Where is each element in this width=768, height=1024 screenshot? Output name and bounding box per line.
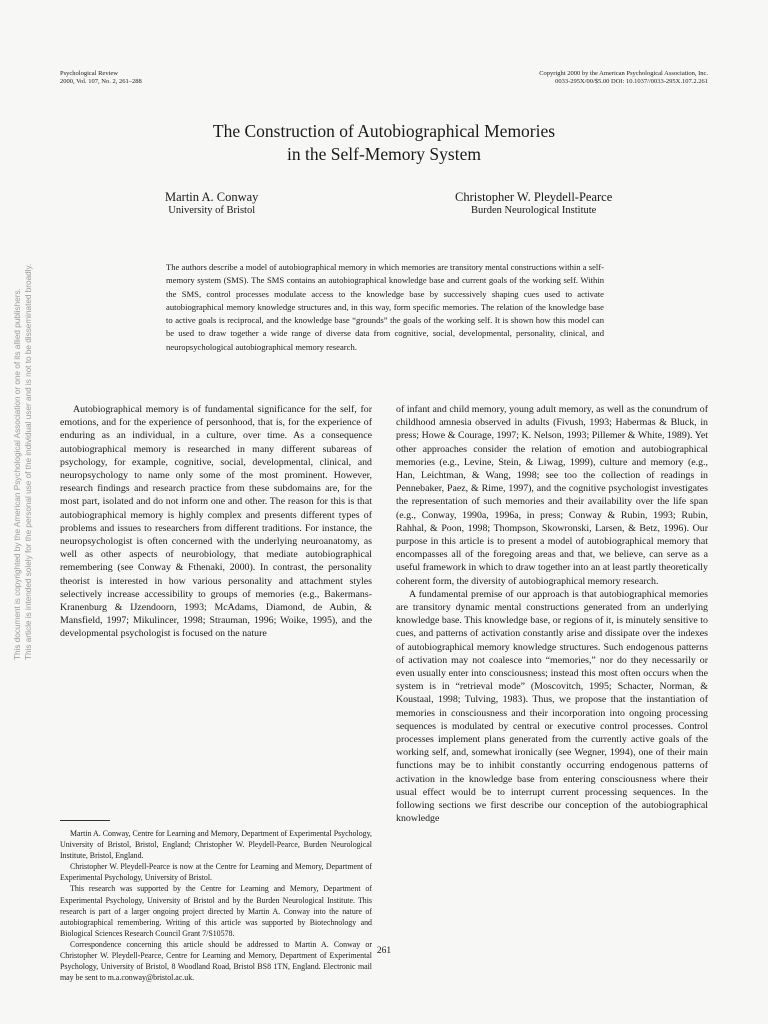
paragraph: Autobiographical memory is of fundamental significance for the self, for emotions, and for the experience of personhood, that is, for the experience of enduring as an individual, in a culture, over time. As a consequence autobiographical memory is researched in many different subareas of psychology, for example, cognitive, social, developmental, clinical, and neuropsychology to name only some of the most prominent. However, research findings and research practice from these subdomains are, for the most part, isolated and do not inform one and other. The reason for this is that autobiographical memory is highly complex and presents different types of problems and issues to researchers from different traditions. For instance, the neuropsychologist is often concerned with the underlying neuroanatomy, as well as other aspects of neurobiology, that mediate autobiographical remembering (see Conway & Fthenaki, 2000). In contrast, the personality theorist is interested in how various personality and attachment styles selectively increase accessibility to groups of memories (e.g., Bakermans-Kranenburg & IJzendoorn, 1993; McAdams, Diamond, de Aubin, & Mansfield, 1997; Mikulincer, 1998; Strauman, 1996; Woike, 1995), and the developmental psychologist is focused on the nature — [60, 404, 372, 640]
author-1-name: Martin A. Conway — [165, 190, 259, 204]
doi-line: 0033-295X/00/$5.00 DOI: 10.1037//0033-295X.107.2.261 — [555, 77, 708, 85]
author-2-name: Christopher W. Pleydell-Pearce — [455, 190, 613, 204]
watermark-line-1: This document is copyrighted by the American Psychological Association or one of its allied publishers. — [13, 288, 22, 660]
copyright-line: Copyright 2000 by the American Psychological Association, Inc. — [539, 70, 708, 77]
author-note — [60, 828, 372, 983]
body-column-left — [60, 403, 372, 641]
footnote-funding: This research was supported by the Centre for Learning and Memory, Department of Experimental Psychology, University of Bristol and by the Burden Neurological Institute. This research is part of a larger ongoing project directed by Martin A. Conway into the nature of autobiographical remembering. Writing of this article was supported by Biotechnology and Biological Sciences Research Council Grant 7/S10578. — [60, 884, 372, 938]
author-2-affiliation: Burden Neurological Institute — [470, 205, 597, 216]
copyright-notice — [539, 70, 708, 85]
footnote-current-address: Christopher W. Pleydell-Pearce is now at the Centre for Learning and Memory, Department of Experimental Psychology, University of Bristol. — [60, 862, 372, 883]
paragraph: of infant and child memory, young adult memory, as well as the conundrum of childhood amnesia observed in adults (Fivush, 1993; Habermas & Bluck, in press; Howe & Courage, 1997; K. Nelson, 1993; Pillemer & White, 1989). Yet other approaches consider the relation of emotion and autobiographical memories (e.g., Levine, Stein, & Liwag, 1999), culture and memory (e.g., Han, Leichtman, & Wang, 1998; see too the collection of readings in Pennebaker, Paez, & Rime, 1997), and the cognitive psychologist investigates the representation of such memories and their availability over the life span (e.g., Conway, 1990a, 1996a, in press; Conway & Rubin, 1993; Rubin, Rahhal, & Poon, 1998; Thompson, Skowronski, Larsen, & Betz, 1996). Our purpose in this article is to present a model of autobiographical memory that encompasses all of the foregoing areas and that, we believe, can serve as a useful framework in which to draw together into an at least partly theoretically coherent form, the diversity of autobiographical memory research. — [396, 404, 708, 587]
page-number: 261 — [376, 946, 392, 956]
author-1-affiliation: University of Bristol — [168, 205, 256, 216]
footnote-divider — [60, 820, 110, 821]
body-column-right — [396, 403, 708, 826]
title-line-1: The Construction of Autobiographical Memories — [212, 121, 556, 141]
watermark-line-2: This article is intended solely for the personal use of the individual user and is not to be disseminated broadly. — [24, 263, 33, 660]
title-line-2: in the Self-Memory System — [287, 144, 481, 164]
footnote-correspondence: Correspondence concerning this article should be addressed to Martin A. Conway or Christopher W. Pleydell-Pearce, Centre for Learning and Memory, Department of Experimental Psychology, University of Bristol, 8 Woodland Road, Bristol BS8 1TN, England. Electronic mail may be sent to m.a.conway@bristol.ac.uk. — [60, 939, 372, 983]
author-2 — [455, 191, 612, 217]
journal-name: Psychological Review — [60, 70, 118, 77]
journal-citation — [60, 70, 142, 85]
abstract: The authors describe a model of autobiographical memory in which memories are transitory mental constructions within a self-memory system (SMS). The SMS contains an autobiographical knowledge base and current goals of the working self. Within the SMS, control processes modulate access to the knowledge base by successively shaping cues used to activate autobiographical memory knowledge structures and, in this way, form specific memories. The relation of the knowledge base to active goals is reciprocal, and the knowledge base “grounds” the goals of the working self. It is shown how this model can be used to draw together a wide range of diverse data from cognitive, social, developmental, personality, clinical, and neuropsychological autobiographical memory research. — [166, 262, 604, 352]
author-1 — [165, 191, 258, 217]
article-title — [0, 120, 768, 166]
journal-volume: 2000, Vol. 107, No. 2, 261–288 — [60, 77, 142, 85]
footnote-affiliations: Martin A. Conway, Centre for Learning and Memory, Department of Experimental Psychology, University of Bristol, Bristol, England; Christopher W. Pleydell-Pearce, Burden Neurological Institute, Bristol, England. — [60, 829, 372, 861]
copyright-watermark — [12, 264, 34, 660]
paragraph: A fundamental premise of our approach is that autobiographical memories are transitory dynamic mental constructions generated from an underlying knowledge base. This knowledge base, or regions of it, is minutely sensitive to cues, and patterns of activation constantly arise and dissipate over the indexes of autobiographical memory knowledge structures. Such endogenous patterns of activation may not coalesce into “memories,” nor do they necessarily or even usually enter into consciousness; instead this most often occurs when the system is in “retrieval mode” (Moscovitch, 1995; Schacter, Norman, & Koustaal, 1998; Tulving, 1983). Thus, we propose that the instantiation of memories in consciousness and their incorporation into ongoing processing sequences is modulated by central or executive control processes. Control processes implement plans generated from the currently active goals of the working self, and, somewhat ironically (see Wegner, 1994), one of their main functions may be to inhibit constantly occurring endogenous patterns of activation in the knowledge base from entering consciousness where their usual effect would be to interrupt current processing sequences. In the following sections we first describe our conception of the autobiographical knowledge — [396, 588, 708, 825]
